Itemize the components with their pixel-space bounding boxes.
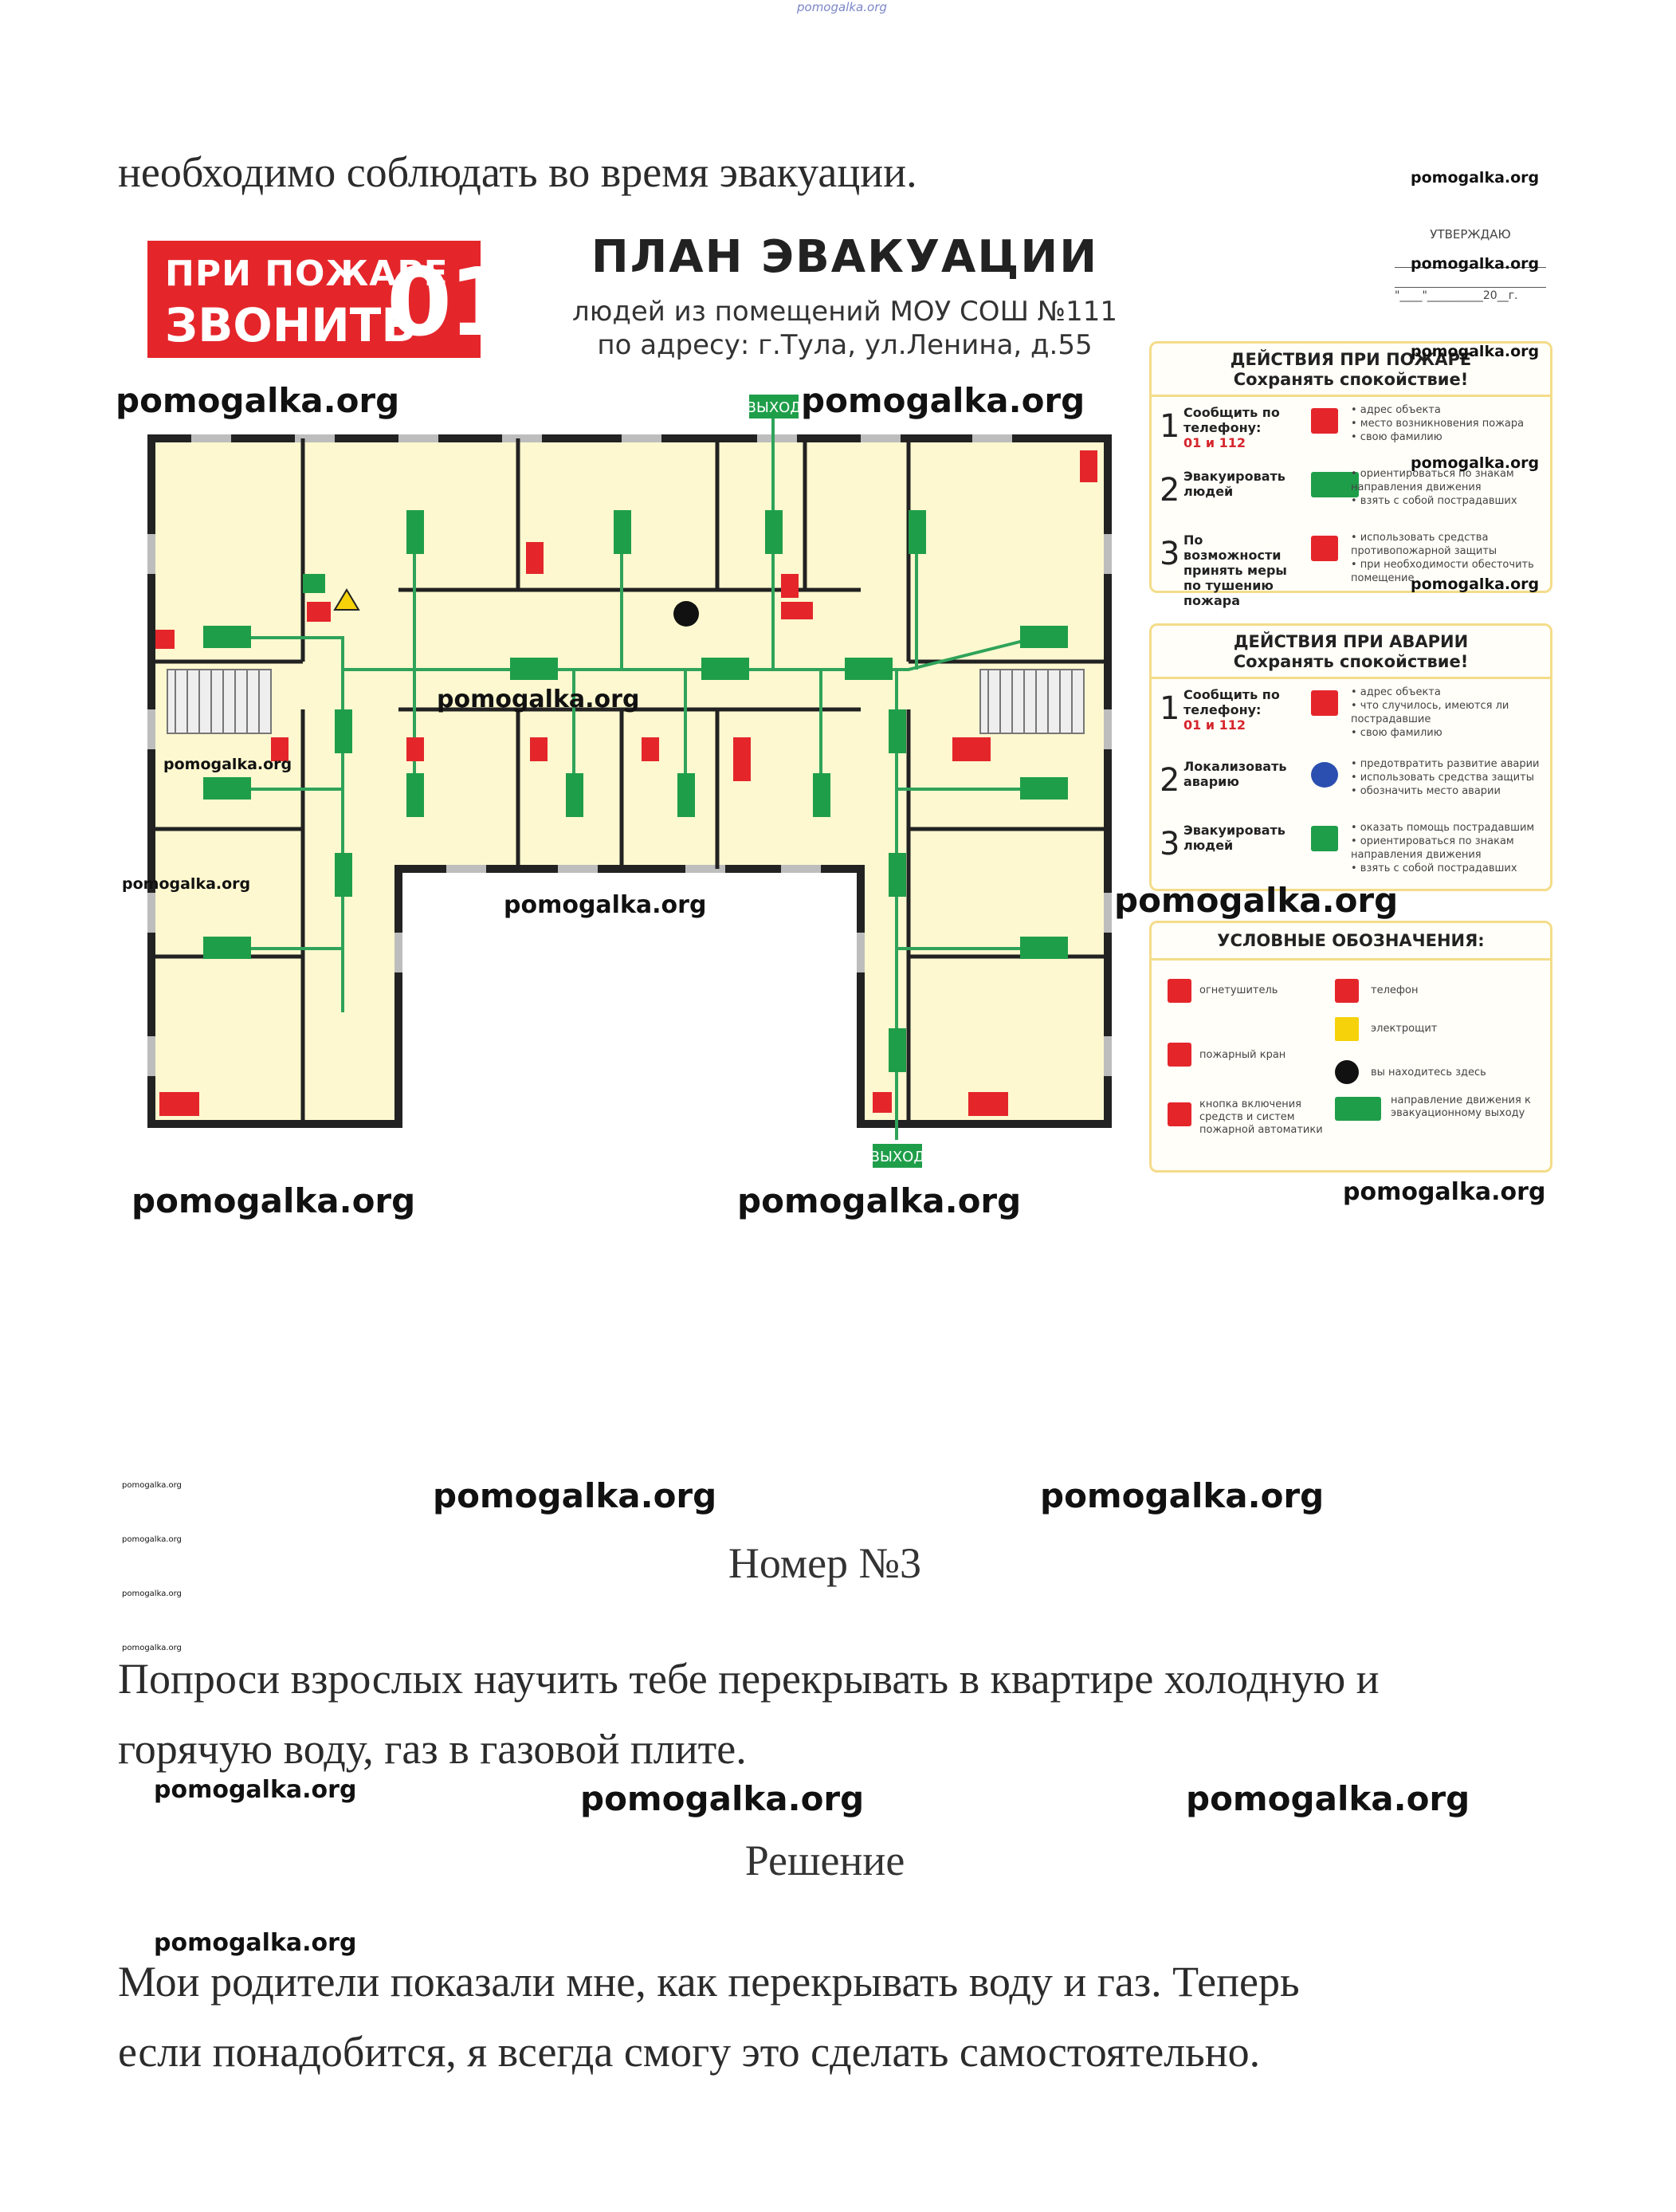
row-number: 2 xyxy=(1160,762,1180,799)
exit-sign-icon xyxy=(203,626,251,648)
fire-actions-subtitle: Сохранять спокойствие! xyxy=(1233,370,1469,389)
plan-subtitle-line1: людей из помещений МОУ СОШ №111 xyxy=(572,296,1117,328)
phone-icon xyxy=(1335,979,1359,1003)
accident-actions-title: ДЕЙСТВИЯ ПРИ АВАРИИ xyxy=(1233,632,1469,651)
extinguisher-icon xyxy=(952,737,991,761)
button-icon xyxy=(1168,1102,1191,1126)
approve-line xyxy=(1395,273,1546,288)
stairs-left xyxy=(167,670,271,733)
exit-sign-icon xyxy=(1020,777,1068,800)
legend-title: УСЛОВНЫЕ ОБОЗНАЧЕНИЯ: xyxy=(1152,923,1550,961)
extinguisher-icon xyxy=(1080,450,1097,482)
intro-line: необходимо соблюдать во время эвакуации. xyxy=(118,148,917,196)
watermark: pomogalka.org xyxy=(122,1589,182,1598)
accident-action-row xyxy=(1152,815,1550,886)
electric-panel-icon xyxy=(1335,1017,1359,1041)
watermark: pomogalka.org xyxy=(122,1644,182,1652)
exit-sign-icon xyxy=(765,510,783,554)
exit-sign-icon xyxy=(335,709,352,753)
row-number: 3 xyxy=(1160,536,1180,572)
exit-sign-icon xyxy=(889,709,906,753)
exit-sign-icon xyxy=(909,510,926,554)
exit-sign-icon xyxy=(335,853,352,897)
phone-icon xyxy=(526,542,544,574)
fire-action-row xyxy=(1152,397,1550,461)
row-desc: • предотвратить развитие аварии • использовать средства защиты • обозначить место аварии xyxy=(1351,758,1540,797)
watermark: pomogalka.org xyxy=(737,1181,1022,1220)
row-number: 1 xyxy=(1160,408,1180,445)
legend-direction: направление движения к эвакуационному выходу xyxy=(1391,1094,1531,1119)
row-text: Эвакуировать людей xyxy=(1183,823,1285,853)
legend-button: кнопка включения средств и систем пожарной автоматики xyxy=(1199,1098,1323,1136)
phone-icon xyxy=(530,737,548,761)
watermark: pomogalka.org xyxy=(1411,343,1540,360)
task-line-2: горячую воду, газ в газовой плите. xyxy=(118,1725,747,1773)
extinguisher-icon xyxy=(642,737,659,761)
exit-sign-icon xyxy=(203,777,251,800)
watermark: pomogalka.org xyxy=(122,1481,182,1490)
row-text: Эвакуировать людей xyxy=(1183,469,1285,499)
row-desc: • использовать средства противопожарной защиты • при необходимости обесточить помещение xyxy=(1351,532,1534,584)
row-number: 2 xyxy=(1160,472,1180,509)
hydrant-icon xyxy=(307,602,331,622)
watermark: pomogalka.org xyxy=(154,1776,357,1804)
row-desc: • ориентироваться по знакам направления движения • взять с собой пострадавших xyxy=(1351,468,1517,507)
button-icon xyxy=(781,602,813,619)
exit-sign-icon xyxy=(614,510,631,554)
phone-icon xyxy=(155,630,175,649)
watermark: pomogalka.org xyxy=(504,891,707,919)
watermark: pomogalka.org xyxy=(122,875,251,893)
accident-actions-subtitle: Сохранять спокойствие! xyxy=(1233,652,1469,671)
accident-action-row xyxy=(1152,679,1550,751)
row-number: 3 xyxy=(1160,826,1180,862)
watermark: pomogalka.org xyxy=(116,381,400,420)
exit-sign-icon xyxy=(406,510,424,554)
watermark: pomogalka.org xyxy=(801,381,1085,420)
phone-icon xyxy=(1311,408,1338,434)
row-text: Сообщить по телефону: 01 и 112 xyxy=(1183,405,1280,450)
call-sign-number: 01 xyxy=(387,247,512,357)
solution-heading: Решение xyxy=(744,1837,905,1884)
fire-call-sign xyxy=(147,241,512,358)
legend-you-are-here: вы находитесь здесь xyxy=(1371,1067,1486,1078)
watermark: pomogalka.org xyxy=(1411,576,1540,593)
legend-phone: телефон xyxy=(1371,984,1419,996)
task-number-heading: Номер №3 xyxy=(728,1539,922,1587)
call-sign-line1: ПРИ ПОЖАРЕ xyxy=(165,253,449,294)
exit-label-top: ВЫХОД xyxy=(746,399,802,416)
exit-sign-icon xyxy=(1020,937,1068,959)
top-watermark: pomogalka.org xyxy=(797,0,887,14)
approve-label: УТВЕРЖДАЮ xyxy=(1430,227,1511,242)
exit-sign-icon xyxy=(566,773,583,817)
exit-sign-icon xyxy=(813,773,830,817)
answer-line-1: Мои родители показали мне, как перекрывать воду и газ. Теперь xyxy=(118,1958,1300,2006)
watermark: pomogalka.org xyxy=(163,756,292,773)
hydrant-icon xyxy=(1168,1043,1191,1067)
exit-sign-icon xyxy=(845,658,893,680)
watermark: pomogalka.org xyxy=(1411,169,1540,187)
you-are-here-icon xyxy=(1335,1060,1359,1084)
row-desc: • адрес объекта • что случилось, имеются ли пострадавшие • свою фамилию xyxy=(1351,686,1509,739)
accident-action-row xyxy=(1152,751,1550,815)
row-text: По возможности принять меры по тушению пожара xyxy=(1183,532,1287,608)
row-text: Сообщить по телефону: 01 и 112 xyxy=(1183,687,1280,733)
extinguisher-icon xyxy=(733,737,751,781)
legend-box xyxy=(1149,921,1552,1173)
accident-actions-box xyxy=(1149,623,1552,891)
call-sign-line2: ЗВОНИТЬ xyxy=(165,298,417,352)
row-number: 1 xyxy=(1160,690,1180,727)
phone-icon xyxy=(1311,690,1338,716)
row-text: Локализовать аварию xyxy=(1183,759,1287,789)
fire-actions-title: ДЕЙСТВИЯ ПРИ ПОЖАРЕ xyxy=(1230,350,1472,369)
legend-electric: электрощит xyxy=(1371,1023,1438,1035)
extinguisher-icon xyxy=(159,1092,199,1116)
phone-icon xyxy=(781,574,799,598)
row-desc: • оказать помощь пострадавшим • ориентироваться по знакам направления движения • взять с собой пострадавших xyxy=(1351,822,1535,874)
you-are-here-icon xyxy=(673,601,699,627)
legend-extinguisher: огнетушитель xyxy=(1199,984,1278,996)
watermark: pomogalka.org xyxy=(580,1779,865,1818)
extinguisher-icon xyxy=(1168,979,1191,1003)
watermark: pomogalka.org xyxy=(1186,1779,1470,1818)
watermark: pomogalka.org xyxy=(1411,255,1540,273)
watermark: pomogalka.org xyxy=(154,1929,357,1957)
exit-sign-icon xyxy=(701,658,749,680)
plan-subtitle xyxy=(558,295,1132,362)
watermark: pomogalka.org xyxy=(1343,1178,1546,1206)
accident-actions-header xyxy=(1152,626,1550,679)
exit-sign-icon xyxy=(406,773,424,817)
floor-plan xyxy=(143,375,1124,1180)
plan-subtitle-line2: по адресу: г.Тула, ул.Ленина, д.55 xyxy=(597,329,1093,361)
extinguisher-icon xyxy=(1311,536,1338,561)
exit-sign-icon xyxy=(1335,1097,1381,1121)
button-icon xyxy=(873,1092,892,1113)
phone-icon xyxy=(406,737,424,761)
exit-sign-icon xyxy=(203,937,251,959)
protection-icon xyxy=(1311,762,1338,788)
first-aid-icon xyxy=(303,574,325,593)
watermark: pomogalka.org xyxy=(1114,881,1399,920)
watermark: pomogalka.org xyxy=(1040,1476,1325,1515)
plan-title: ПЛАН ЭВАКУАЦИИ xyxy=(591,231,1099,283)
first-aid-icon xyxy=(1311,826,1338,851)
exit-sign-icon xyxy=(510,658,558,680)
exit-label-bottom: ВЫХОД xyxy=(869,1149,925,1165)
exit-sign-icon xyxy=(677,773,695,817)
watermark: pomogalka.org xyxy=(433,1476,717,1515)
exit-sign-icon xyxy=(889,1028,906,1072)
watermark: pomogalka.org xyxy=(1411,454,1540,472)
row-desc: • адрес объекта • место возникновения пожара • свою фамилию xyxy=(1351,404,1525,443)
stairs-right xyxy=(980,670,1084,733)
exit-sign-icon xyxy=(889,853,906,897)
answer-line-2: если понадобится, я всегда смогу это сделать самостоятельно. xyxy=(118,2028,1261,2076)
exit-sign-icon xyxy=(1020,626,1068,648)
approve-date: "____"__________20__г. xyxy=(1395,289,1518,302)
watermark: pomogalka.org xyxy=(437,686,640,713)
extinguisher-icon xyxy=(968,1092,1008,1116)
legend-hydrant: пожарный кран xyxy=(1199,1049,1286,1061)
watermark: pomogalka.org xyxy=(122,1535,182,1544)
watermark: pomogalka.org xyxy=(131,1181,416,1220)
task-line-1: Попроси взрослых научить тебе перекрывать в квартире холодную и xyxy=(118,1655,1380,1703)
